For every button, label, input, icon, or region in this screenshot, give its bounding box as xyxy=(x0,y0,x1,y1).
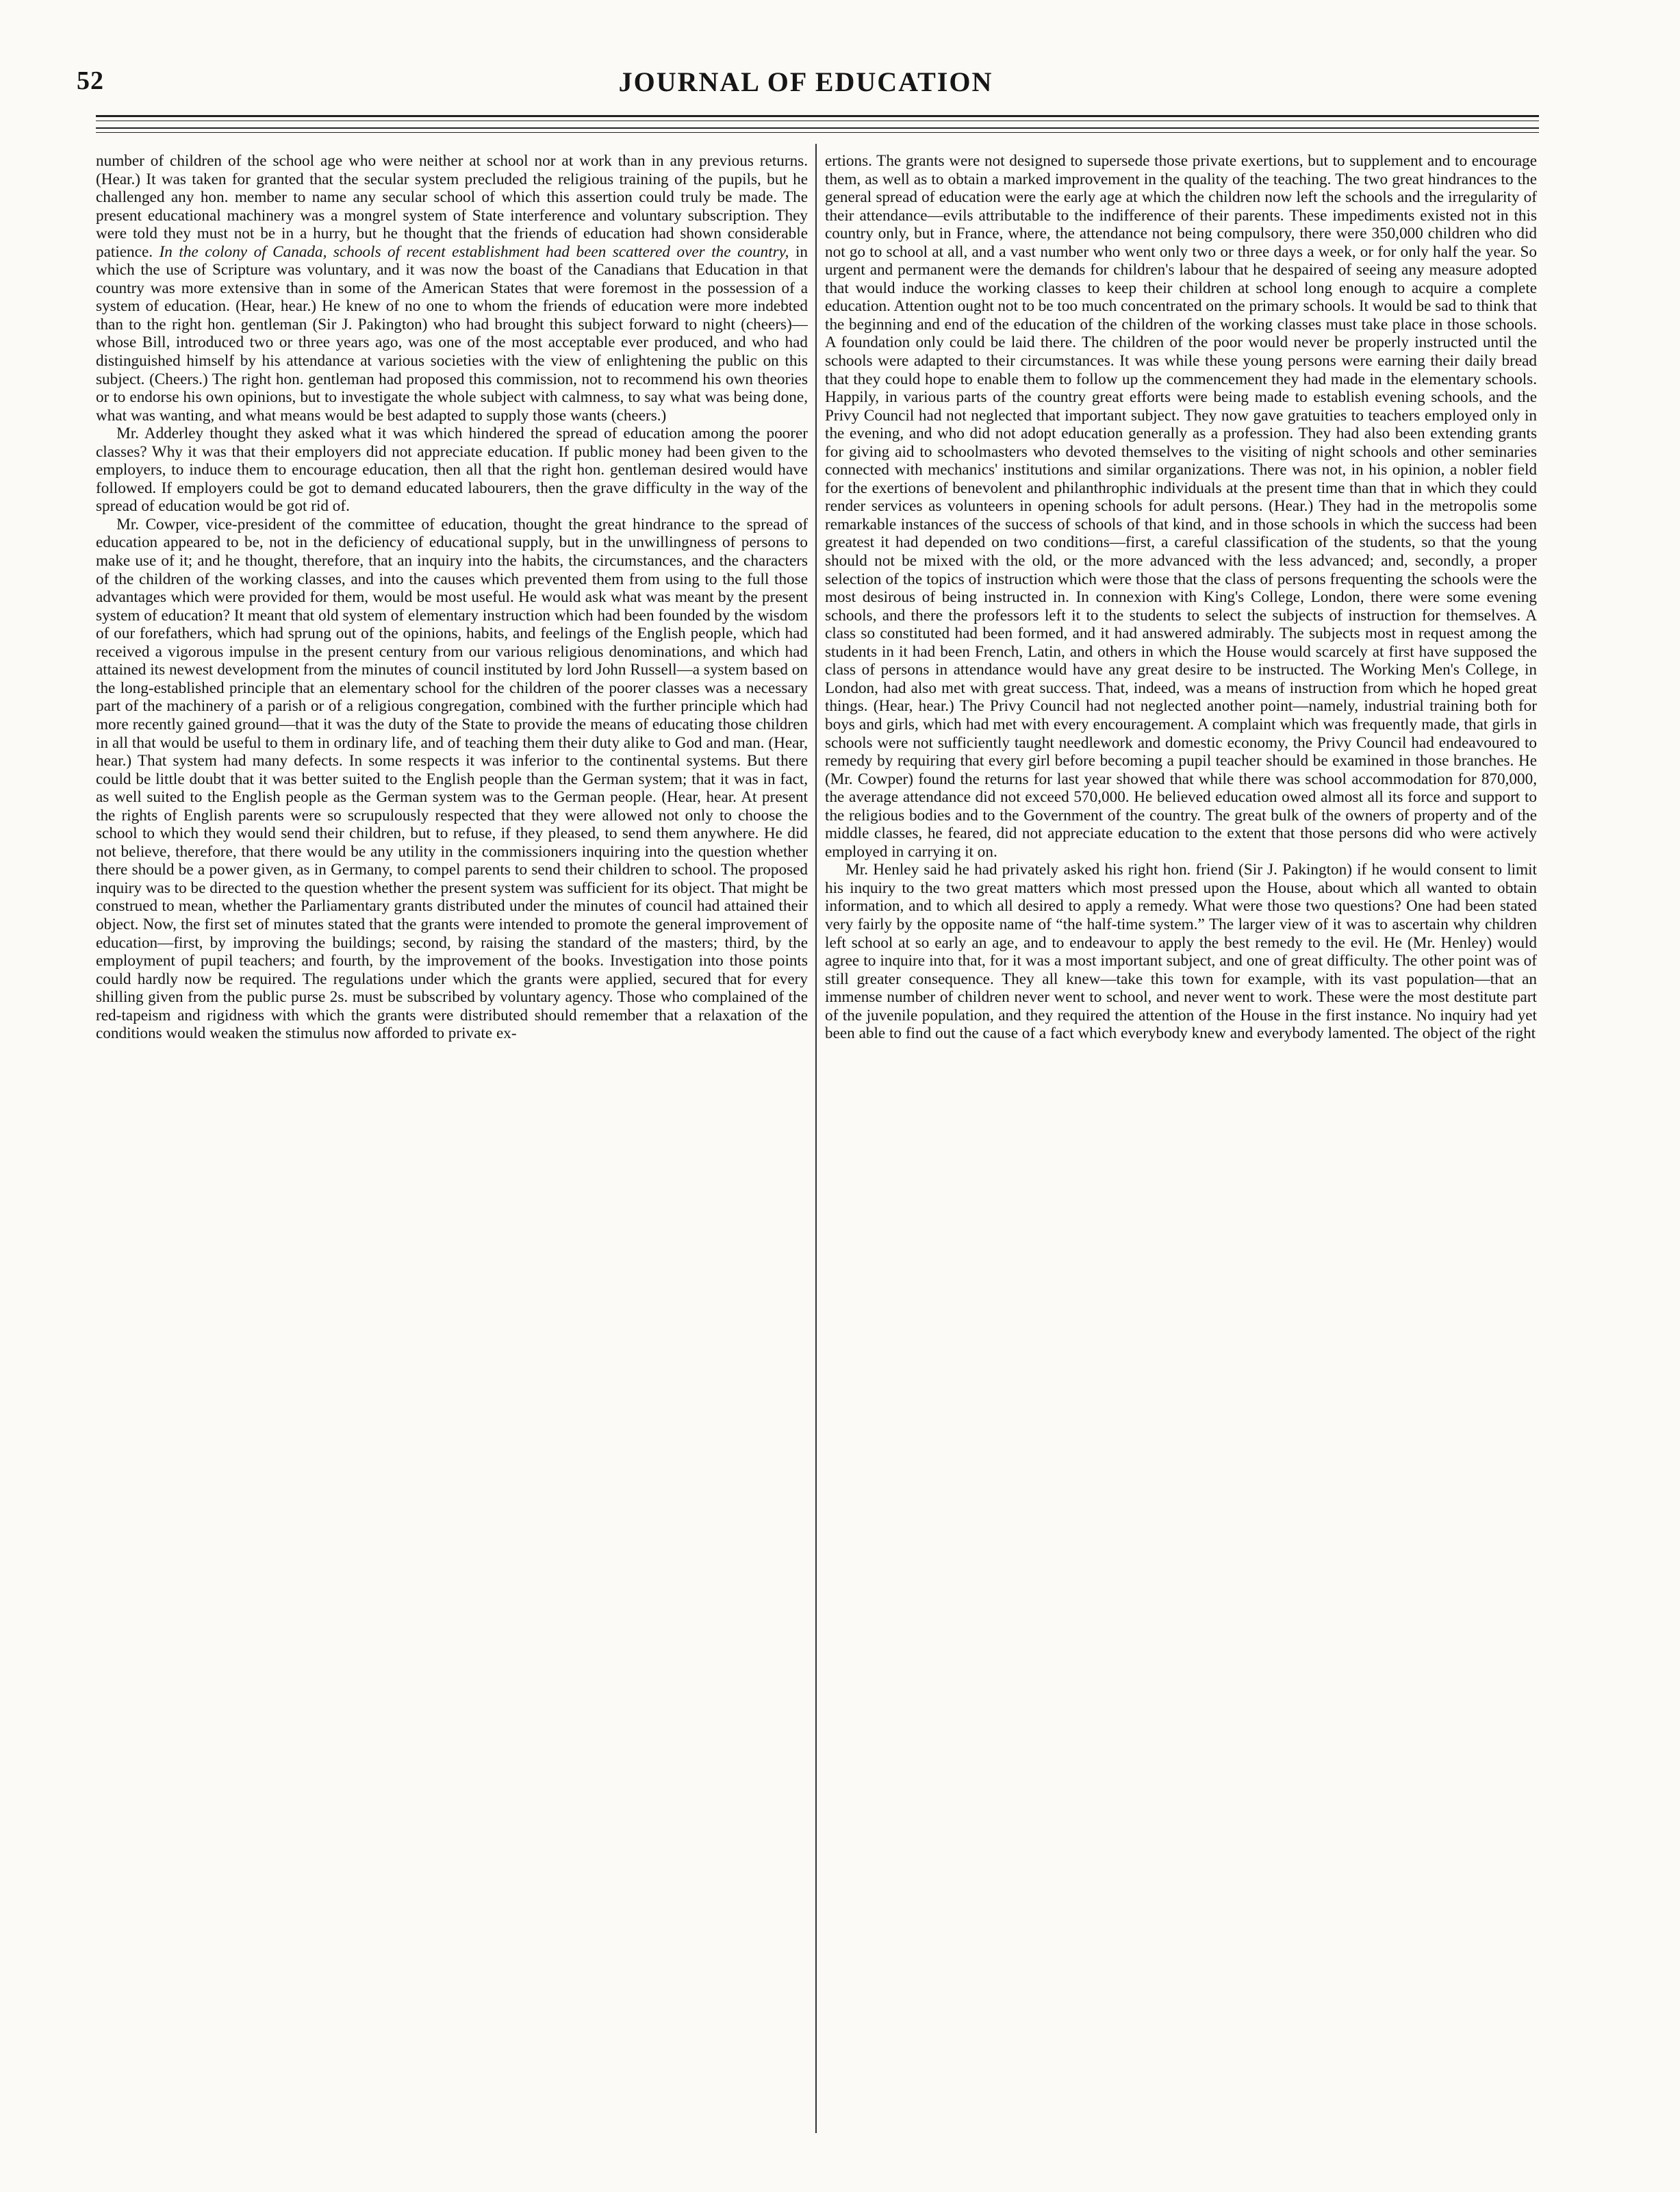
left-paragraph-3: Mr. Cowper, vice-president of the committee of education, thought the great hindrance to the spread of education appeared to be, not in the deficiency of educational supply, but in the unwillingness of persons to make use of it; and he thought, therefore, that an inquiry into the habits, the circumstances, and the characters of the children of the working classes, and into the causes which prevented them from using to the full those advantages which were provided for them, would be most useful. He would ask what was meant by the present system of education? It meant that old system of elementary instruction which had been founded by the wisdom of our forefathers, which had sprung out of the opinions, habits, and feelings of the English people, which had received a vigorous impulse in the present century from our various religious denominations, and which had attained its newest development from the minutes of council instituted by lord John Russell—a system based on the long-established principle that an elementary school for the children of the poorer classes was a necessary part of the machinery of a parish or of a religious congregation, combined with the further principle which had more recently gained ground—that it was the duty of the State to provide the means of educating those children in all that would be useful to them in ordinary life, and of teaching them their duty alike to God and man. (Hear, hear.) That system had many defects. In some respects it was inferior to the continental systems. But there could be little doubt that it was better suited to the English people than the German system; that it was in fact, as well suited to the English people as the German system was to the German people. (Hear, hear. At present the rights of English parents were so scrupulously respected that they were allowed not only to choose the school to which they would send their children, but to refuse, if they pleased, to send them anywhere. He did not believe, therefore, that there would be any utility in the commissioners inquiring into the question whether there should be a power given, as in Germany, to compel parents to send their children to school. The proposed inquiry was to be directed to the question whether the present system was sufficient for its object. That might be construed to mean, whether the Parliamentary grants distributed under the minutes of council had attained their object. Now, the first set of minutes stated that the grants were intended to promote the general improvement of education—first, by improving the buildings; second, by raising the standard of the masters; third, by the employment of pupil teachers; and fourth, by the improvement of the books. Investigation into those points could hardly now be required. The regulations under which the grants were applied, secured that for every shilling given from the public purse 2s. must be subscribed by voluntary agency. Those who complained of the red-tapeism and rigidness with which the grants were distributed should remember that a relaxation of the conditions would weaken the stimulus now afforded to private ex- xyxy=(96,515,808,1043)
left-column xyxy=(96,152,808,2138)
left-paragraph-1 xyxy=(96,152,808,425)
running-head-title: JOURNAL OF EDUCATION xyxy=(618,66,993,97)
left-paragraph-1-italic: In the colony of Canada, schools of recent establishment had been scattered over the country, xyxy=(159,242,789,261)
right-paragraph-1: ertions. The grants were not designed to supersede those private exertions, but to supplement and to encourage them, as well as to obtain a marked improvement in the quality of the teaching. The two great hindrances to the general spread of education were the early age at which the children now left the schools and the irregularity of their attendance—evils attributable to the indifference of their parents. These impediments existed not in this country only, but in France, where, the attendance not being compulsory, there were 350,000 children who did not go to school at all, and a vast number who went only two or three days a week, or for only half the year. So urgent and permanent were the demands for children's labour that he despaired of seeing any measure adopted that would induce the working classes to keep their children at school long enough to acquire a complete education. Attention ought not to be too much concentrated on the primary schools. It would be sad to think that the beginning and end of the education of the children of the working classes must take place in those schools. A foundation only could be laid there. The children of the poor would never be properly instructed until the schools were adapted to their circumstances. It was while these young persons were earning their daily bread that they could hope to enable them to follow up the commencement they had made in the elementary schools. Happily, in various parts of the country great efforts were being made to establish evening schools, and the Privy Council had not neglected that important subject. They now gave gratuities to teachers employed only in the evening, and who did not adopt education generally as a profession. They had also been extending grants for giving aid to schoolmasters who devoted themselves to the visiting of night schools and other seminaries connected with mechanics' institutions and similar organizations. There was not, in his opinion, a nobler field for the exertions of benevolent and philanthrophic individuals at the present time than that in which they could render services as volunteers in opening schools for adult persons. (Hear.) They had in the metropolis some remarkable instances of the success of schools of that kind, and in those schools in which the success had been greatest it had depended on two conditions—first, a careful classification of the students, so that the young should not be mixed with the old, or the more advanced with the less advanced; and, secondly, a proper selection of the topics of instruction which were those that the class of persons frequenting the schools were the most desirous of being instructed in. In connexion with King's College, London, there were some evening schools, and there the professors left it to the students to select the subjects of instruction for themselves. A class so constituted had been formed, and it had answered admirably. The subjects most in request among the students in it had been French, Latin, and others in which the House would scarcely at first have supposed the class of persons in attendance would have any great desire to be instructed. The Working Men's College, in London, had also met with great success. That, indeed, was a means of instruction from which he hoped great things. (Hear, hear.) The Privy Council had not neglected another point—namely, industrial training both for boys and girls, which had met with every encouragement. A complaint which was frequently made, that girls in schools were not sufficiently taught needlework and domestic economy, the Privy Council had endeavoured to remedy by requiring that every girl before becoming a pupil teacher should be examined in those branches. He (Mr. Cowper) found the returns for last year showed that while there was school accommodation for 870,000, the average attendance did not exceed 570,000. He believed education owed almost all its force and support to the religious bodies and to the Government of the country. The great bulk of the owners of property and of the middle classes, he feared, did not appreciate education to the extent that those persons did who were actively employed in carrying it on. xyxy=(825,152,1537,861)
page-header xyxy=(77,66,1535,107)
page-number: 52 xyxy=(77,66,104,95)
left-paragraph-1-end: in which the use of Scripture was voluntary, and it was now the boast of the Canadians that Education in that country was more extensive than in some of the American States that were foremost in the possession of a system of education. (Hear, hear.) He knew of no one to whom the friends of education were more indebted than to the right hon. gentleman (Sir J. Pakington) who had brought this subject forward to night (cheers)—whose Bill, introduced two or three years ago, was one of the most acceptable ever produced, and who had distinguished himself by his attendance at various societies with the view of enlightening the public on this subject. (Cheers.) The right hon. gentleman had proposed this commission, not to recommend his own theories or to endorse his own opinions, but to investigate the whole subject with calmness, to say what was being done, what was wanting, and what means would be best adapted to supply those wants (cheers.) xyxy=(96,242,808,425)
left-paragraph-1-text: number of children of the school age who were neither at school nor at work than in any previous returns. (Hear.) It was taken for granted that the secular system precluded the religious training of the pupils, but he challenged any hon. member to name any secular school of which this assertion could truly be made. The present educational machinery was a mongrel system of State interference and voluntary subscription. They were told they must not be in a hurry, but he thought that the friends of education had shown considerable patience. xyxy=(96,152,808,261)
right-paragraph-2: Mr. Henley said he had privately asked his right hon. friend (Sir J. Pakington) if he would consent to limit his inquiry to the two great matters which most pressed upon the House, about which all wanted to obtain information, and to which all desired to apply a remedy. What were those two questions? One had been stated very fairly by the opposite name of “the half-time system.” The larger view of it was to ascertain why children left school at so early an age, and to endeavour to apply the best remedy to the evil. He (Mr. Henley) would agree to inquire into that, for it was a most important subject, and one of great difficulty. The other point was of still greater consequence. They all knew—take this town for example, with its vast population—that an immense number of children never went to school, and never went to work. These were the most destitute part of the juvenile population, and they required the attention of the House in the first instance. No inquiry had yet been able to find out the cause of a fact which everybody knew and everybody lamented. The object of the right xyxy=(825,861,1537,1043)
right-column xyxy=(825,152,1537,2138)
header-rule-thick xyxy=(96,115,1539,117)
header-rule-bottom xyxy=(96,132,1539,133)
column-divider xyxy=(815,144,817,2133)
header-rule-double xyxy=(96,127,1539,129)
left-paragraph-2: Mr. Adderley thought they asked what it was which hindered the spread of education among the poorer classes? Why it was that their employers did not appreciate education. If public money had been given to the employers, to induce them to encourage education, then all that the right hon. gentleman desired would have followed. If employers could be got to demand educated labourers, then the grave difficulty in the way of the spread of education would be got rid of. xyxy=(96,425,808,516)
